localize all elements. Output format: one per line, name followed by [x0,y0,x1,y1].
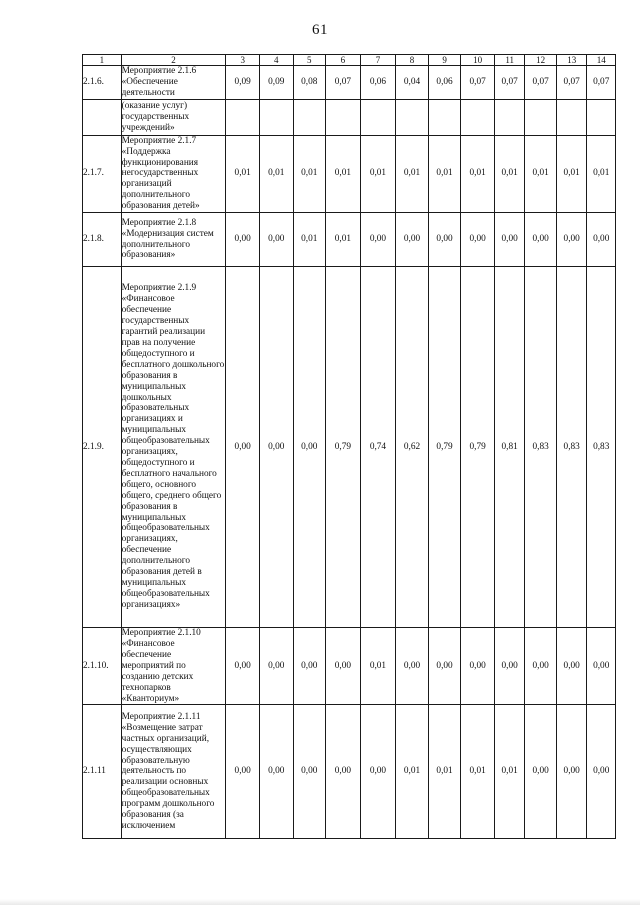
header-cell: 6 [326,55,361,66]
value-cell: 0,07 [461,66,495,100]
value-cell: 0,01 [428,135,461,212]
value-cell: 0,06 [360,66,396,100]
header-cell: 2 [121,55,226,66]
value-cell [226,99,260,135]
value-cell: 0,01 [326,213,361,267]
row-name: Мероприятие 2.1.11 «Возмещение затрат частных организаций, осуществляющих образовательную деятельность по реализации основных общеобразовательных программ дошкольного образования (за исключением [121,705,226,839]
value-cell: 0,00 [587,705,616,839]
value-cell: 0,79 [428,267,461,628]
value-cell: 0,01 [360,628,396,705]
header-cell: 12 [525,55,557,66]
value-cell: 0,00 [494,213,525,267]
value-cell: 0,09 [226,66,260,100]
header-cell: 4 [259,55,293,66]
value-cell: 0,01 [461,135,495,212]
header-cell: 10 [461,55,495,66]
value-cell: 0,01 [396,705,429,839]
value-cell: 0,07 [326,66,361,100]
value-cell: 0,83 [556,267,587,628]
row-name: Мероприятие 2.1.8 «Модернизация систем дополнительного образования» [121,213,226,267]
header-cell: 13 [556,55,587,66]
table-row [83,213,616,267]
value-cell: 0,00 [226,628,260,705]
value-cell: 0,00 [226,267,260,628]
header-cell: 9 [428,55,461,66]
row-name: Мероприятие 2.1.7 «Поддержка функционирования негосударственных организаций дополнительного образования детей» [121,135,226,212]
row-code: 2.1.9. [83,267,122,628]
value-cell: 0,01 [494,705,525,839]
value-cell: 0,00 [396,628,429,705]
header-cell: 5 [293,55,326,66]
row-name: Мероприятие 2.1.6 «Обеспечение деятельности [121,66,226,100]
value-cell: 0,01 [587,135,616,212]
row-code: 2.1.8. [83,213,122,267]
table-row [83,99,616,135]
value-cell: 0,00 [259,213,293,267]
row-code [83,99,122,135]
value-cell: 0,00 [556,705,587,839]
row-code: 2.1.7. [83,135,122,212]
value-cell: 0,00 [259,267,293,628]
header-cell: 7 [360,55,396,66]
value-cell: 0,08 [293,66,326,100]
value-cell: 0,00 [525,628,557,705]
value-cell: 0,00 [428,628,461,705]
table-row [83,267,616,628]
table-row [83,66,616,100]
header-cell: 14 [587,55,616,66]
value-cell: 0,00 [360,213,396,267]
value-cell [360,99,396,135]
value-cell: 0,00 [259,705,293,839]
row-code: 2.1.11 [83,705,122,839]
value-cell: 0,01 [396,135,429,212]
value-cell: 0,01 [525,135,557,212]
value-cell: 0,09 [259,66,293,100]
value-cell: 0,83 [587,267,616,628]
value-cell [525,99,557,135]
value-cell: 0,01 [259,135,293,212]
value-cell: 0,04 [396,66,429,100]
table-row [83,705,616,839]
value-cell: 0,01 [293,213,326,267]
value-cell: 0,00 [326,705,361,839]
value-cell: 0,00 [428,213,461,267]
value-cell: 0,00 [396,213,429,267]
row-code: 2.1.10. [83,628,122,705]
value-cell [326,99,361,135]
value-cell: 0,00 [556,213,587,267]
value-cell: 0,00 [226,213,260,267]
value-cell: 0,62 [396,267,429,628]
value-cell: 0,01 [428,705,461,839]
value-cell: 0,00 [525,213,557,267]
table-row [83,628,616,705]
header-row [83,55,616,66]
row-name: Мероприятие 2.1.10 «Финансовое обеспечение мероприятий по созданию детских технопарков «Кванториум» [121,628,226,705]
value-cell: 0,81 [494,267,525,628]
value-cell: 0,01 [226,135,260,212]
value-cell: 0,00 [525,705,557,839]
value-cell: 0,01 [293,135,326,212]
header-cell: 8 [396,55,429,66]
value-cell: 0,00 [494,628,525,705]
row-name: (оказание услуг) государственных учреждений» [121,99,226,135]
data-table [82,54,616,839]
value-cell: 0,00 [293,628,326,705]
value-cell: 0,00 [259,628,293,705]
row-name: Мероприятие 2.1.9 «Финансовое обеспечение государственных гарантий реализации прав на получение общедоступного и бесплатного дошкольного образования в муниципальных дошкольных образовательных организациях и муниципальных общеобразовательных организациях, общедоступного и бесплатного начального общего, основного общего, среднего общего образования в муниципальных общеобразовательных организациях, обеспечение дополнительного образования детей в муниципальных общеобразовательных организациях» [121,267,226,628]
value-cell: 0,83 [525,267,557,628]
value-cell: 0,79 [326,267,361,628]
value-cell: 0,07 [525,66,557,100]
scan-edge [0,899,640,905]
value-cell: 0,00 [226,705,260,839]
value-cell: 0,01 [461,705,495,839]
value-cell: 0,00 [587,213,616,267]
value-cell [587,99,616,135]
table-row [83,135,616,212]
value-cell: 0,79 [461,267,495,628]
header-cell: 11 [494,55,525,66]
header-cell: 3 [226,55,260,66]
value-cell: 0,00 [293,705,326,839]
value-cell [259,99,293,135]
value-cell: 0,01 [494,135,525,212]
value-cell [556,99,587,135]
value-cell: 0,01 [326,135,361,212]
value-cell: 0,07 [494,66,525,100]
value-cell [396,99,429,135]
value-cell: 0,07 [587,66,616,100]
value-cell: 0,07 [556,66,587,100]
header-cell: 1 [83,55,122,66]
value-cell: 0,06 [428,66,461,100]
value-cell: 0,01 [360,135,396,212]
value-cell [293,99,326,135]
value-cell: 0,00 [556,628,587,705]
row-code: 2.1.6. [83,66,122,100]
value-cell: 0,00 [587,628,616,705]
value-cell: 0,01 [556,135,587,212]
value-cell: 0,00 [293,267,326,628]
value-cell: 0,00 [326,628,361,705]
value-cell: 0,74 [360,267,396,628]
value-cell [461,99,495,135]
page-number: 61 [312,22,328,38]
value-cell: 0,00 [461,628,495,705]
value-cell [494,99,525,135]
value-cell: 0,00 [461,213,495,267]
value-cell [428,99,461,135]
value-cell: 0,00 [360,705,396,839]
